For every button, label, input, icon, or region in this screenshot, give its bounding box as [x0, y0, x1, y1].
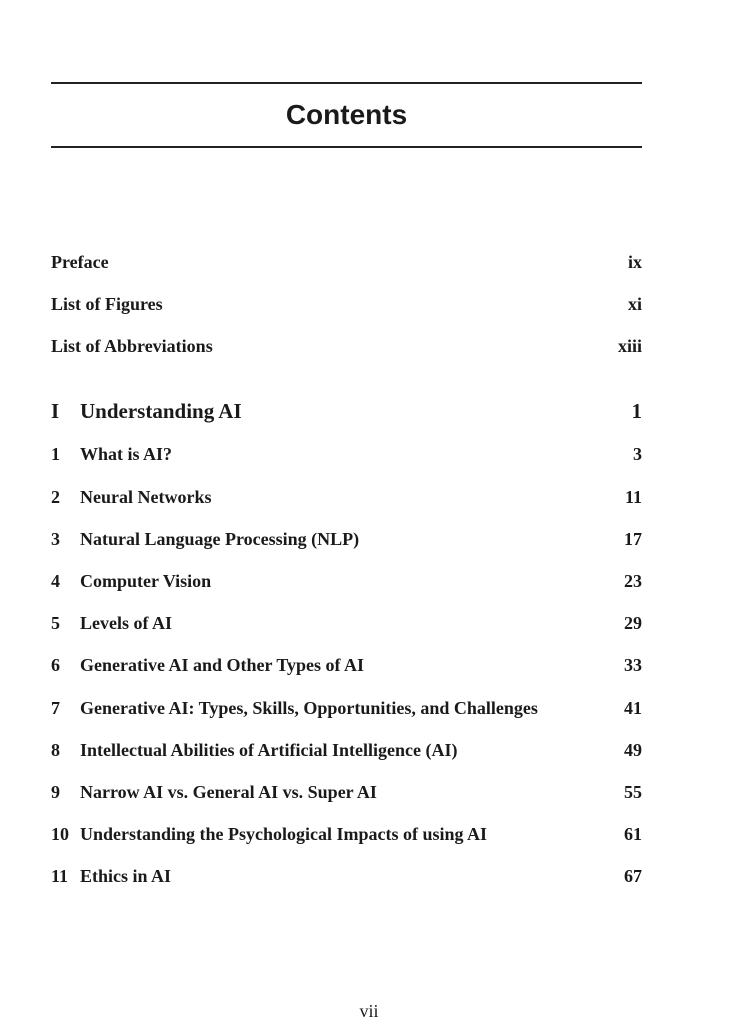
toc-chapter-label: Ethics in AI [80, 866, 172, 886]
toc-chapter-number: 3 [51, 529, 60, 549]
toc-chapter-label: Intellectual Abilities of Artificial Intelligence (AI) [80, 740, 458, 760]
toc-chapter-11[interactable] [51, 863, 642, 889]
toc-part-1[interactable] [51, 396, 642, 426]
toc-chapter-label: Natural Language Processing (NLP) [80, 529, 360, 549]
toc-chapter-10[interactable] [51, 821, 642, 847]
toc-chapter-label: Neural Networks [80, 487, 212, 507]
toc-chapter-label: Understanding the Psychological Impacts of using AI [80, 824, 488, 844]
toc-chapter-4[interactable] [51, 568, 642, 594]
toc-chapter-2[interactable] [51, 484, 642, 510]
toc-part-label: Understanding AI [80, 399, 242, 423]
toc-chapter-page: 3 [633, 444, 642, 464]
toc-chapter-label: Generative AI: Types, Skills, Opportunities, and Challenges [80, 698, 538, 718]
toc-chapter-page: 33 [624, 655, 642, 675]
toc-chapter-page: 55 [624, 782, 642, 802]
toc-chapter-3[interactable] [51, 526, 642, 552]
toc-chapter-number: 6 [51, 655, 60, 675]
toc-chapter-page: 11 [624, 487, 642, 507]
toc-entry-page: xiii [617, 336, 642, 356]
toc-chapter-page: 61 [624, 824, 642, 844]
toc-chapter-page: 41 [624, 698, 642, 718]
toc-entry-page: xi [627, 294, 642, 314]
toc-chapter-page: 29 [624, 613, 642, 633]
toc-chapter-page: 17 [624, 529, 642, 549]
toc-chapter-number: 4 [51, 571, 60, 591]
toc-chapter-9[interactable] [51, 779, 642, 805]
toc-chapter-7[interactable] [51, 695, 642, 721]
toc-part-page: 1 [631, 399, 642, 423]
toc-chapter-number: 9 [51, 782, 60, 802]
toc-chapter-5[interactable] [51, 610, 642, 636]
toc-chapter-number: 10 [51, 824, 69, 844]
toc-chapter-label: Computer Vision [80, 571, 212, 591]
toc-chapter-label: What is AI? [80, 444, 173, 464]
toc-chapter-label: Narrow AI vs. General AI vs. Super AI [80, 782, 377, 802]
toc-chapter-1[interactable] [51, 441, 642, 467]
toc-chapter-8[interactable] [51, 737, 642, 763]
toc-entry-label: List of Figures [51, 294, 163, 314]
page-number-footer: vii [359, 1001, 379, 1021]
toc-chapter-page: 67 [624, 866, 642, 886]
toc-chapter-page: 49 [624, 740, 642, 760]
toc-entry-list-of-figures[interactable] [51, 291, 642, 317]
top-rule [51, 82, 642, 84]
toc-chapter-page: 23 [624, 571, 642, 591]
toc-chapter-number: 8 [51, 740, 60, 760]
toc-part-number: I [51, 399, 60, 423]
toc-chapter-number: 2 [51, 487, 60, 507]
bottom-rule [51, 146, 642, 148]
toc-chapter-6[interactable] [51, 652, 642, 678]
toc-entry-page: ix [627, 252, 642, 272]
toc-entry-label: List of Abbreviations [51, 336, 213, 356]
toc-chapter-label: Generative AI and Other Types of AI [80, 655, 365, 675]
toc-chapter-number: 11 [51, 866, 69, 886]
toc-entry-label: Preface [51, 252, 109, 272]
toc-chapter-number: 7 [51, 698, 60, 718]
toc-chapter-label: Levels of AI [80, 613, 172, 633]
toc-entry-list-of-abbreviations[interactable] [51, 333, 642, 359]
page-title: Contents [285, 99, 408, 130]
toc-chapter-number: 1 [51, 444, 60, 464]
toc-entry-preface[interactable] [51, 249, 642, 275]
toc-chapter-number: 5 [51, 613, 60, 633]
